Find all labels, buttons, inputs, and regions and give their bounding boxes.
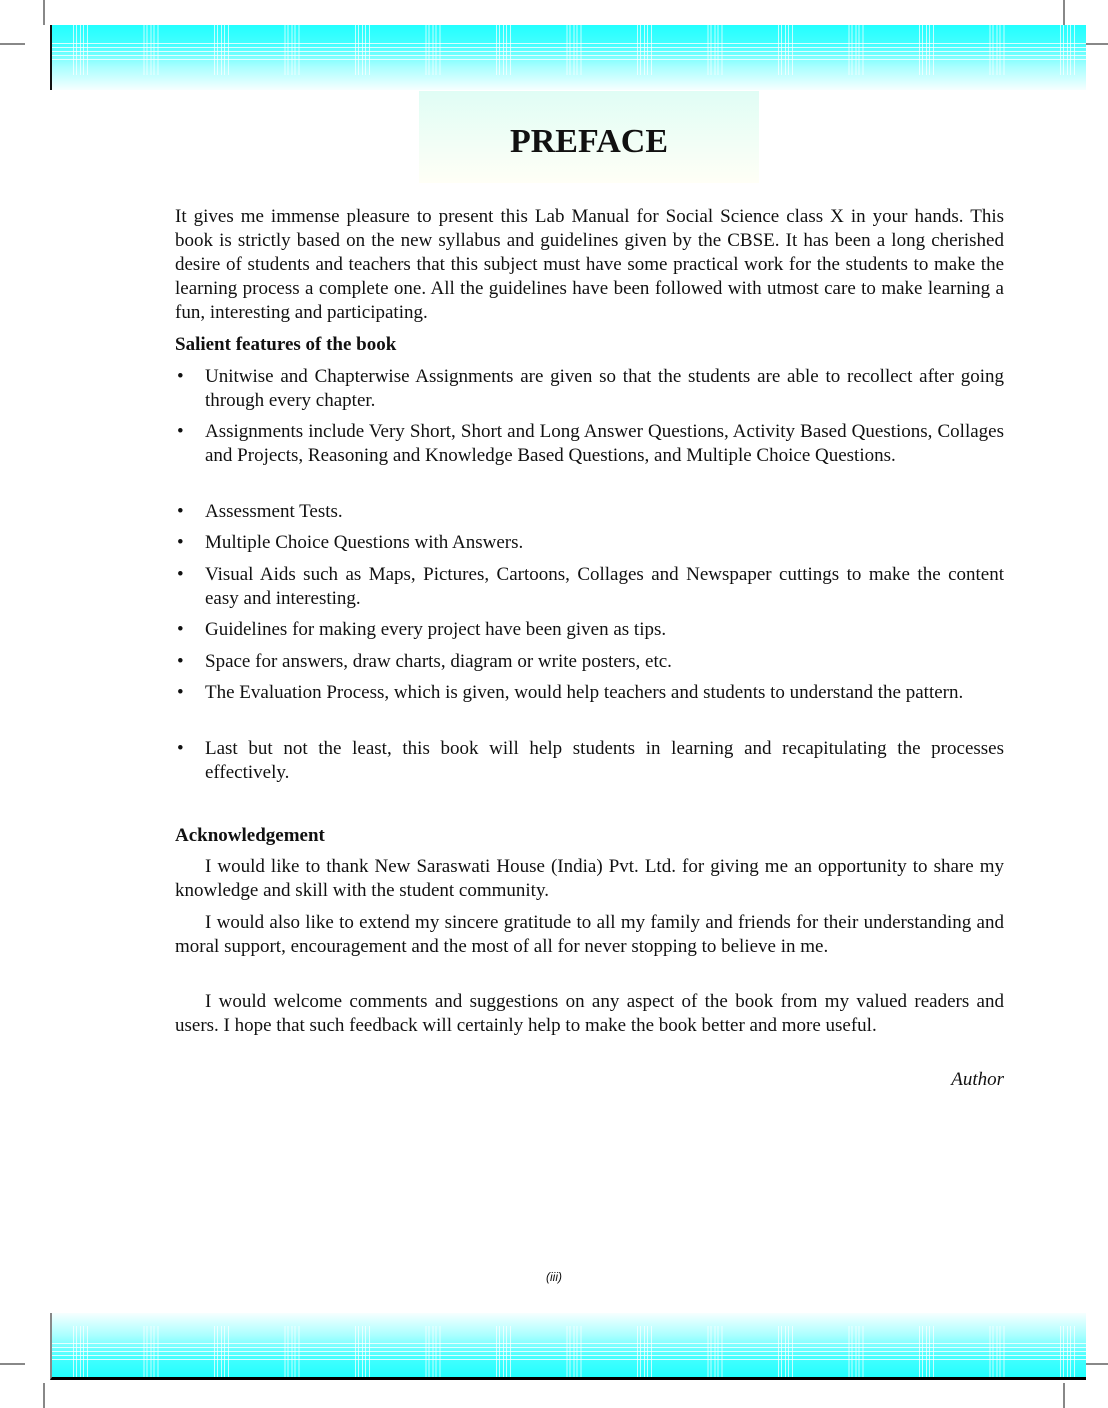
title-box: [419, 91, 759, 183]
list-item: [175, 420, 1004, 468]
bullet-icon: •: [177, 619, 184, 640]
bullet-icon: •: [177, 532, 184, 553]
bullet-icon: •: [177, 421, 184, 442]
intro-paragraph: It gives me immense pleasure to present this Lab Manual for Social Science class X in your hands. This book is strictly based on the new syllabus and guidelines given by the CBSE. It has been a long cherished desire of students and teachers that this subject must have some practical work for the students to make the learning process a complete one. All the guidelines have been followed with utmost care to make learning a fun, interesting and participating.: [175, 206, 1004, 323]
list-item-text: Assignments include Very Short, Short and Long Answer Questions, Activity Based Questions, Collages and Projects, Reasoning and Knowledge Based Questions, and Multiple Choice Questions.: [205, 421, 1004, 466]
ack-paragraph: I would like to thank New Saraswati House (India) Pvt. Ltd. for giving me an opportunity to share my knowledge and skill with the student community.: [175, 856, 1004, 901]
list-item: [175, 650, 1004, 674]
crop-mark: [0, 43, 25, 45]
list-item-text: Assessment Tests.: [205, 501, 343, 522]
bullet-icon: •: [177, 682, 184, 703]
author-signature: Author: [951, 1069, 1004, 1090]
crop-mark: [43, 0, 45, 25]
list-item-text: Multiple Choice Questions with Answers.: [205, 532, 524, 553]
crop-mark: [1063, 1383, 1065, 1408]
bullet-icon: •: [177, 738, 184, 759]
list-item-text: Unitwise and Chapterwise Assignments are given so that the students are able to recollect after going through every chapter.: [205, 366, 1004, 411]
crop-mark: [43, 1383, 45, 1408]
list-item-text: Last but not the least, this book will help students in learning and recapitulating the processes effectively.: [205, 738, 1004, 783]
list-item: [175, 681, 1004, 705]
crop-mark: [1085, 1363, 1108, 1365]
list-item: [175, 500, 1004, 524]
list-item: [175, 531, 1004, 555]
crop-mark: [0, 1363, 25, 1365]
crop-mark: [1063, 0, 1065, 25]
crop-mark: [1085, 43, 1108, 45]
list-item: [175, 737, 1004, 785]
bullet-icon: •: [177, 366, 184, 387]
list-item-text: Guidelines for making every project have been given as tips.: [205, 619, 667, 640]
header-band: [50, 25, 1086, 90]
bullet-icon: •: [177, 564, 184, 585]
ack-paragraph: I would also like to extend my sincere gratitude to all my family and friends for their understanding and moral support, encouragement and the most of all for never stopping to believe in me.: [175, 912, 1004, 957]
list-item: [175, 365, 1004, 413]
list-item-text: Visual Aids such as Maps, Pictures, Cartoons, Collages and Newspaper cuttings to make the content easy and interesting.: [205, 564, 1004, 609]
bullet-icon: •: [177, 501, 184, 522]
page-title: PREFACE: [509, 123, 669, 160]
list-item-text: The Evaluation Process, which is given, would help teachers and students to understand the pattern.: [205, 682, 964, 703]
list-item: [175, 563, 1004, 611]
ack-heading: Acknowledgement: [175, 825, 325, 846]
footer-band: [50, 1313, 1086, 1380]
ack-paragraph: I would welcome comments and suggestions on any aspect of the book from my valued readers and users. I hope that such feedback will certainly help to make the book better and more useful.: [175, 991, 1004, 1036]
bullet-icon: •: [177, 651, 184, 672]
list-item-text: Space for answers, draw charts, diagram or write posters, etc.: [205, 651, 672, 672]
page-number: (iii): [546, 1270, 562, 1284]
features-heading: Salient features of the book: [175, 334, 397, 355]
list-item: [175, 618, 1004, 642]
